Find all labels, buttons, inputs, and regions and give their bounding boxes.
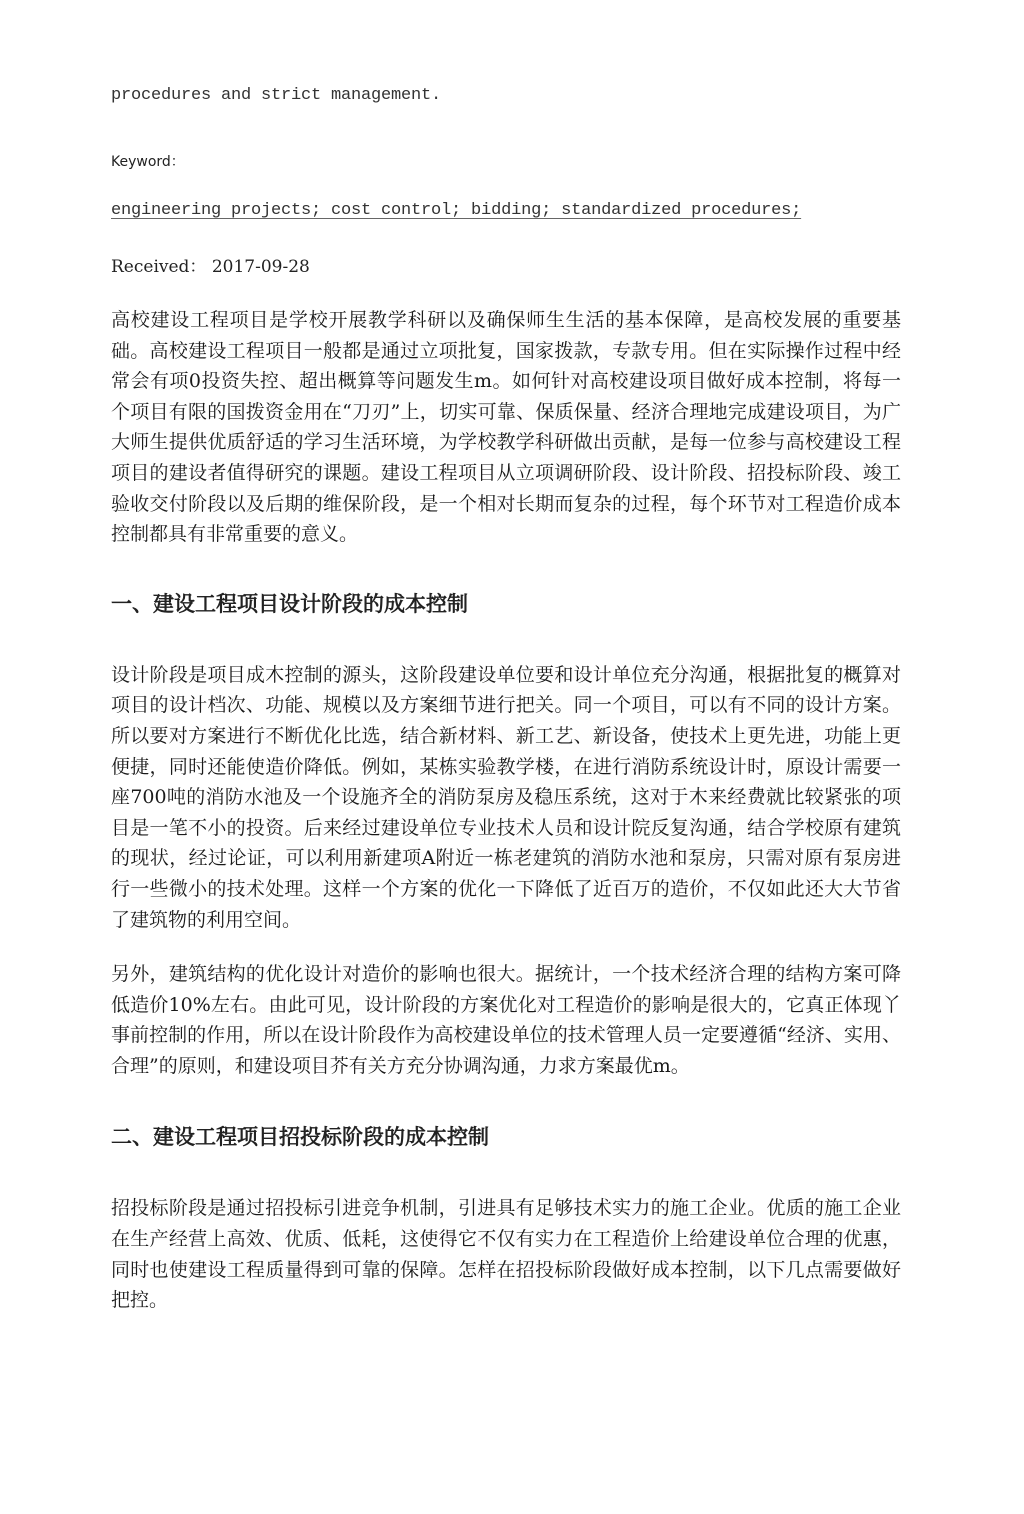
section-heading-bidding: 二、建设工程项目招投标阶段的成本控制 [111,1124,489,1150]
keywords-link[interactable]: engineering projects; cost control; bidding; standardized procedures; [111,201,802,220]
design-paragraph-1: 设计阶段是项目成木控制的源头，这阶段建设单位要和设计单位充分沟通，根据批复的概算对项目的设计档次、功能、规模以及方案细节进行把关。同一个项目，可以有不同的设计方案。所以要对方案进行不断优化比选，结合新材料、新工艺、新设备，使技术上更先进，功能上更便捷，同时还能使造价降低。例如，某栋实验教学楼，在进行消防系统设计时，原设计需要一座700吨的消防水池及一个设施齐全的消防泵房及稳压系统，这对于木来经费就比较紧张的项目是一笔不小的投资。后来经过建设单位专业技术人员和设计院反复沟通，结合学校原有建筑的现状，经过论证，可以利用新建项A附近一栋老建筑的消防水池和泵房，只需对原有泵房进行一些微小的技术处理。这样一个方案的优化一下降低了近百万的造价，不仅如此还大大节省了建筑物的利用空间。 [111,663,901,931]
design-paragraph-2: 另外，建筑结构的优化设计对造价的影响也很大。据统计，一个技术经济合理的结构方案可降低造价10%左右。由此可见，设计阶段的方案优化对工程造价的影响是很大的，它真正体现丫事前控制的作用，所以在设计阶段作为高校建设单位的技术管理人员一定要遵循“经济、实用、合理”的原则，和建设项目芥有关方充分协调沟通，力求方案最优m。 [111,963,901,1077]
abstract-tail: procedures and strict management. [111,86,442,105]
bidding-paragraph-1: 招投标阶段是通过招投标引进竞争机制，引进具有足够技术实力的施工企业。优质的施工企业在生产经营上高效、优质、低耗，这使得它不仅有实力在工程造价上给建设单位合理的优惠，同时也使建设工程质量得到可靠的保障。怎样在招投标阶段做好成本控制，以下几点需要做好把控。 [111,1197,901,1312]
intro-paragraph: 高校建设工程项目是学校开展教学科研以及确保师生生活的基本保障，是高校发展的重要基础。高校建设工程项目一般都是通过立项批复，国家拨款，专款专用。但在实际操作过程中经常会有项0投资失控、超出概算等问题发生m。如何针对高校建设项目做好成本控制，将每一个项目有限的国拨资金用在“刀刃”上，切实可靠、保质保量、经济合理地完成建设项目，为广大师生提供优质舒适的学习生活环境，为学校教学科研做出贡献，是每一位参与高校建设工程项目的建设者值得研究的课题。建设工程项目从立项调研阶段、设计阶段、招投标阶段、竣工验收交付阶段以及后期的维保阶段，是一个相对长期而复杂的过程，每个环节对工程造价成本控制都具有非常重要的意义。 [111,309,901,546]
keyword-label: Keyword： [111,154,185,170]
received-date: Received： 2017-09-28 [111,257,310,277]
section-heading-design: 一、建设工程项目设计阶段的成本控制 [111,590,468,616]
document-page [111,86,901,1316]
